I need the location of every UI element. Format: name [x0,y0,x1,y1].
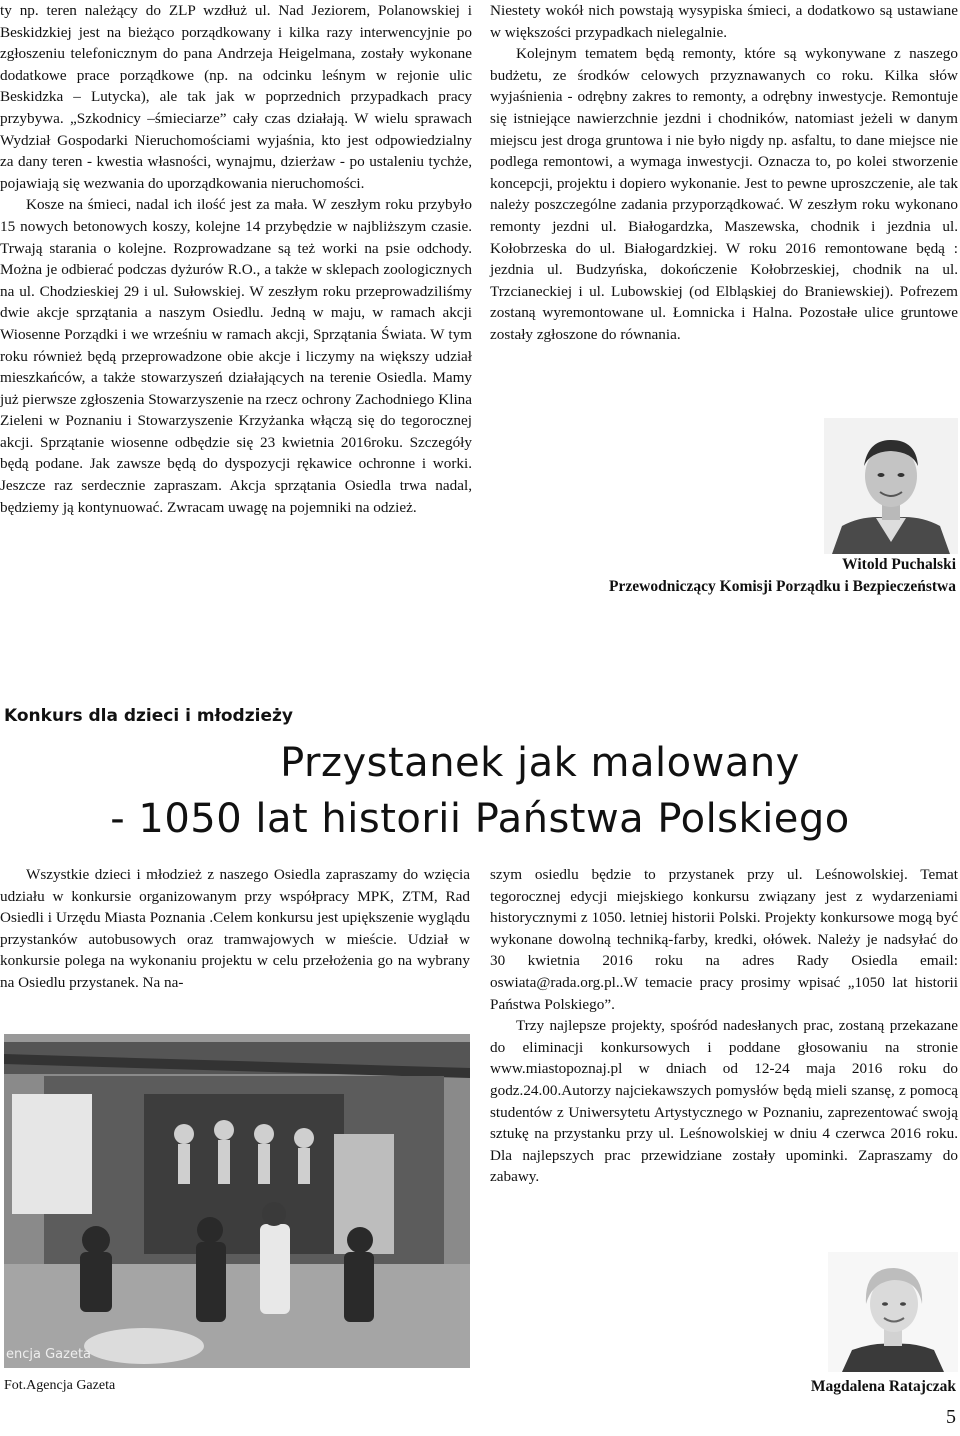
headline-line-1 [0,740,960,786]
photo-watermark: encja Gazeta [6,1347,92,1362]
page-number: 5 [946,1406,956,1428]
photo-caption-role: Przewodniczący Komisji Porządku i Bezpieczeństwa [609,578,956,595]
portrait-photo-witold-puchalski [824,418,958,554]
photo-caption-name: Witold Puchalski [842,556,956,573]
bottom-left-column [0,864,470,994]
paragraph: Kolejnym tematem będą remonty, które są wykonywane z naszego budżetu, ze środków celowych przyznawanych co roku. Kilka słów wyjaśnienia - odrębny zakres to remonty, a odrębny inwestycje. Remontuje się istniejące nawierzchnie jezdni i chodników, natomiast jeżeli w danym miejscu jest droga gruntowa i nie było nigdy np. asfaltu, to dane miejsce nie podlega remontowi, a wymaga inwestycji. Oznacza to, po kolei stworzenie koncepcji, projektu i dopiero wykonanie. Jest to pewne uproszczenie, ale tak należy poszczególne zadania przyporządkować. W zeszłym roku wykonano remonty jezdni ul. Białogardzka, Maszewska, chodnik i jezdnia ul. Kołobrzeska do ul. Białogardzkiej. W roku 2016 remontowane będą : jezdnia ul. Budzyńska, dokończenie Kołobrzeskiej, chodnik na ul. Trzcianeckiej i ul. Lubowskiej (od Elbląskiej do Braniewskiej). Pofrezem zostaną wyremontowane ul. Łomnicka i Halna. Pozostałe ulice gruntowe zostały zgłoszone do równania. [490,45,958,343]
author-caption: Magdalena Ratajczak [810,1378,956,1395]
section-label: Konkurs dla dzieci i młodzieży [4,706,293,726]
paragraph: Trzy najlepsze projekty, spośród nadesłanych prac, zostaną przekazane do eliminacji konkursowych i poddane głosowaniu na stronie www.miastopoznaj.pl w dniach od 12-24 maja 2016 roku do godz.24.00.Autorzy najciekawszych pomysłów będą mieli szansę, z pomocą studentów z Uniwersytetu Artystycznego w Poznaniu, zaprezentować swoją sztukę na przystanku przy ul. Leśnowolskiej w dniu 4 czerwca 2016 roku. Dla najlepszych prac przewidziane zostały upominki. Zapraszamy do zabawy. [490,1017,958,1186]
headline-line-2: - 1050 lat historii Państwa Polskiego [110,796,850,842]
top-right-column [490,0,958,346]
bottom-right-column [490,864,958,1188]
headline-text: Przystanek jak malowany [280,740,800,786]
top-left-column [0,0,472,518]
paragraph: Niestety wokół nich powstają wysypiska śmieci, a dodatkowo są ustawiane w większości przypadkach nielegalnie. [490,2,958,41]
portrait-photo-magdalena-ratajczak [828,1252,958,1372]
paragraph: Wszystkie dzieci i młodzież z naszego Osiedla zapraszamy do wzięcia udziału w konkursie organizowanym przy współpracy MPK, ZTM, Rad Osiedli i Urzędu Miasta Poznania .Celem konkursu jest upiększenie wyglądu przystanków autobusowych oraz tramwajowych w mieście. Udział w konkursie polega na wykonaniu projektu w celu przełożenia go na wybrany na Osiedlu przystanek. Na na- [0,866,470,991]
bus-stop-painting-photo [4,1034,470,1368]
photo-credit: Fot.Agencja Gazeta [4,1378,116,1393]
paragraph: szym osiedlu będzie to przystanek przy ul. Leśnowolskiej. Temat tegorocznej edycji miejskiego konkursu związany jest z wydarzeniami historycznymi z 1050. letniej historii Polski. Projekty konkursowe mogą być wykonane dowolną techniką-farby, kredki, ołówek. Należy je nadsyłać do 30 kwietnia 2016 roku na adres Rady Osiedla email: oswiata@rada.org.pl..W temacie pracy prosimy wpisać „1050 lat historii Państwa Polskiego”. [490,866,958,1013]
paragraph: Kosze na śmieci, nadal ich ilość jest za mała. W zeszłym roku przybyło 15 nowych betonowych koszy, kolejne 14 przybędzie w najbliższym czasie. Trwają starania o kolejne. Rozprowadzane są też worki na psie odchody. Można je odbierać podczas dyżurów R.O., a także w sklepach zoologicznych na ul. Chodzieskiej 29 i ul. Sułowskiej. W zeszłym roku przeprowadziliśmy dwie akcje sprzątania a naszym Osiedlu. Jedną w maju, w ramach akcji Wiosenne Porządki i we wrześniu w ramach akcji, Sprzątania Świata. W tym roku również będą przeprowadzone obie akcje i liczymy na większy udział mieszkańców, a także stowarzyszeń działających na terenie Osiedla. Mamy już pierwsze zgłoszenia Stowarzyszenie na rzecz ochrony Zachodniego Klina Zieleni w Poznaniu i Stowarzyszenie Krzyżanka włączą się do tegorocznej akcji. Sprzątanie wiosenne odbędzie się 23 kwietnia 2016roku. Szczegóły będą podane. Jak zawsze będą do dyspozycji rękawice ochronne i worki. Jeszcze raz serdecznie zapraszam. Akcja sprzątania Osiedla trwa nadal, będziemy ją kontynuować. Zwracam uwagę na pojemniki na odzież. [0,196,472,516]
paragraph: ty np. teren należący do ZLP wzdłuż ul. Nad Jeziorem, Polanowskiej i Beskidzkiej jest na bieżąco porządkowany i kilka razy interwencyjnie po zgłoszeniu telefonicznym do pana Andrzeja Heigelmana, zostały wykonane dodatkowe prace porządkowe (np. na odcinku leśnym w rejonie ulic Beskidzka – Lutycka), ale tak jak w poprzednich przypadkach pracy przybywa. „Szkodnicy –śmieciarze” cały czas działają. W wielu sprawach Wydział Gospodarki Nieruchomościami wyjaśnia, kto jest odpowiedzialny za dany teren - kwestia własności, wynajmu, dzierżaw - po ustaleniu tychże, pojawiają się wezwania do uporządkowania nieruchomości. [0,2,472,192]
